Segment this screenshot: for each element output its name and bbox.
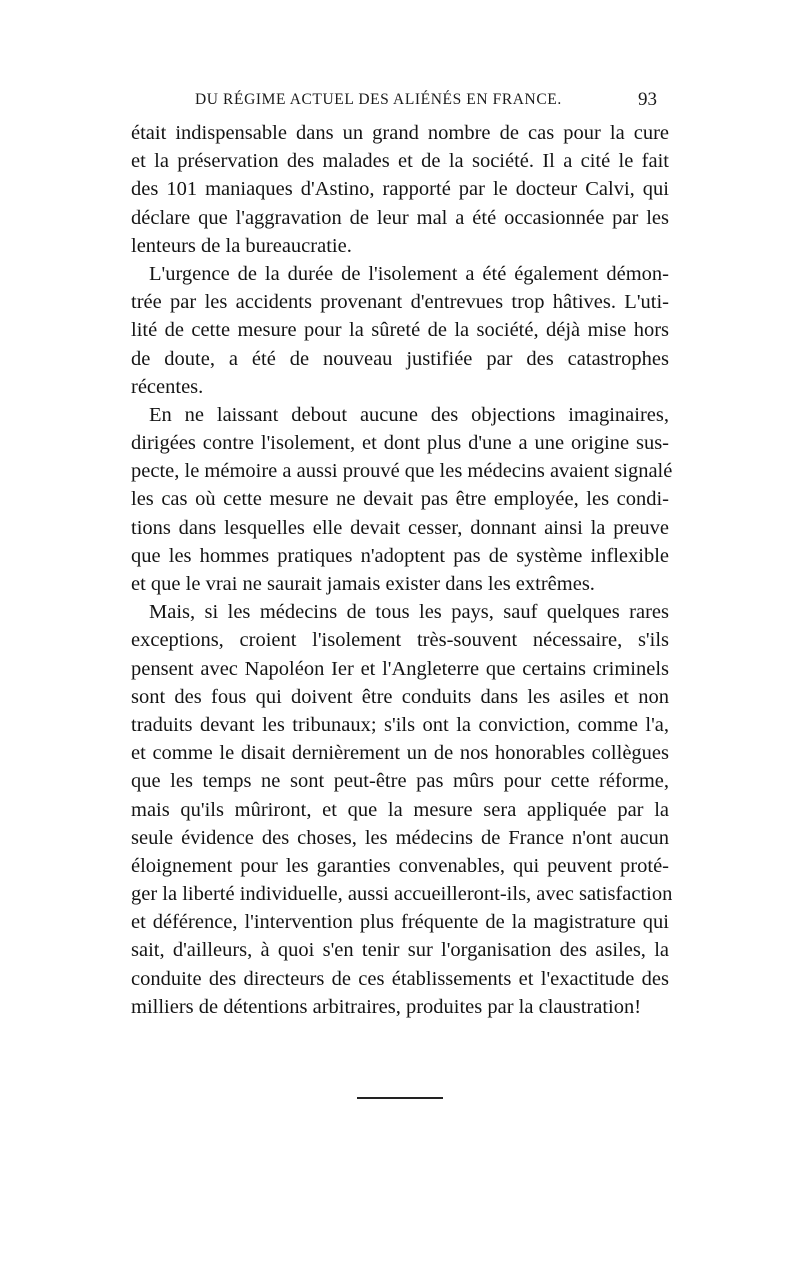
text-line: conduite des directeurs de ces établissements et l'exactitude des xyxy=(131,967,669,990)
text-line: tions dans lesquelles elle devait cesser, donnant ainsi la preuve xyxy=(131,516,669,539)
text-line: récentes. xyxy=(131,375,204,398)
text-line: ger la liberté individuelle, aussi accueilleront-ils, avec satisfaction xyxy=(131,883,673,906)
section-divider-rule xyxy=(357,1097,443,1099)
text-line: éloignement pour les garanties convenables, qui peuvent proté- xyxy=(131,854,669,877)
text-line: et comme le disait dernièrement un de nos honorables collègues xyxy=(131,742,669,765)
text-line: Mais, si les médecins de tous les pays, sauf quelques rares xyxy=(149,601,669,624)
running-header xyxy=(195,91,657,113)
running-header-title: DU RÉGIME ACTUEL DES ALIÉNÉS EN FRANCE. xyxy=(195,91,562,108)
text-line: En ne laissant debout aucune des objections imaginaires, xyxy=(149,403,669,426)
text-line: lenteurs de la bureaucratie. xyxy=(131,234,352,257)
text-line: de doute, a été de nouveau justifiée par des catastrophes xyxy=(131,347,669,370)
text-line: seule évidence des choses, les médecins de France n'ont aucun xyxy=(131,826,669,849)
page-number: 93 xyxy=(638,89,657,110)
text-line: exceptions, croient l'isolement très-souvent nécessaire, s'ils xyxy=(131,629,669,652)
body-text xyxy=(131,119,673,1021)
text-line: déclare que l'aggravation de leur mal a été occasionnée par les xyxy=(131,206,669,229)
text-line: et déférence, l'intervention plus fréquente de la magistrature qui xyxy=(131,911,669,934)
text-line: des 101 maniaques d'Astino, rapporté par le docteur Calvi, qui xyxy=(131,178,669,201)
text-line: et que le vrai ne saurait jamais exister dans les extrêmes. xyxy=(131,573,595,595)
text-line: était indispensable dans un grand nombre de cas pour la cure xyxy=(131,122,669,144)
text-line: L'urgence de la durée de l'isolement a été également démon- xyxy=(149,262,669,285)
text-line: que les temps ne sont peut-être pas mûrs pour cette réforme, xyxy=(131,770,669,793)
text-line: lité de cette mesure pour la sûreté de la société, déjà mise hors xyxy=(131,319,669,342)
text-line: milliers de détentions arbitraires, produites par la claustration! xyxy=(131,995,642,1018)
text-line: et la préservation des malades et de la société. Il a cité le fait xyxy=(131,150,669,173)
text-line: que les hommes pratiques n'adoptent pas de système inflexible xyxy=(131,544,669,567)
text-line: sont des fous qui doivent être conduits dans les asiles et non xyxy=(131,685,669,708)
text-line: dirigées contre l'isolement, et dont plus d'une a une origine sus- xyxy=(131,432,669,455)
text-line: sait, d'ailleurs, à quoi s'en tenir sur l'organisation des asiles, la xyxy=(131,939,669,962)
text-line: les cas où cette mesure ne devait pas être employée, les condi- xyxy=(131,488,669,511)
text-line: trée par les accidents provenant d'entrevues trop hâtives. L'uti- xyxy=(131,291,669,314)
text-line: pensent avec Napoléon Ier et l'Angleterre que certains criminels xyxy=(131,657,669,680)
text-line: traduits devant les tribunaux; s'ils ont la conviction, comme l'a, xyxy=(131,713,669,736)
text-line: pecte, le mémoire a aussi prouvé que les médecins avaient signalé xyxy=(131,460,673,483)
text-line: mais qu'ils mûriront, et que la mesure sera appliquée par la xyxy=(131,798,669,821)
